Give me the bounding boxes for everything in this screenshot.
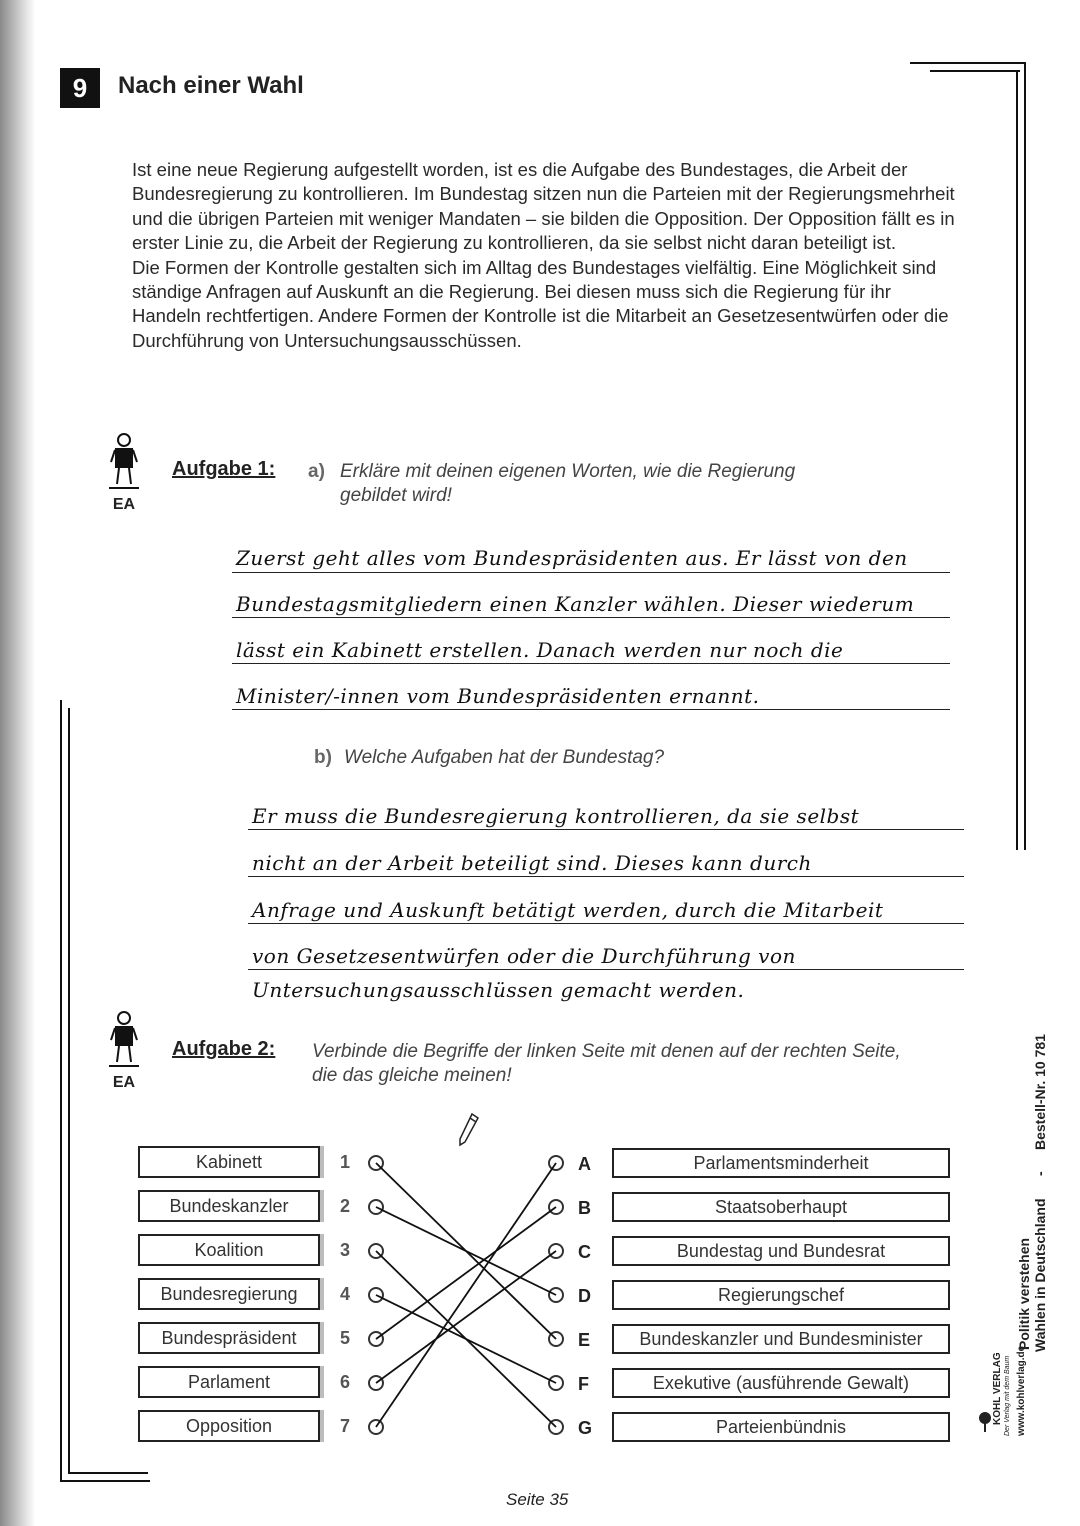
task1-a-question: Erkläre mit deinen eigenen Worten, wie die Regierung gebildet wird!	[340, 461, 796, 506]
task1-b-question: Welche Aufgaben hat der Bundestag?	[344, 747, 665, 768]
term-bundestag-bundesrat: Bundestag und Bundesrat	[612, 1236, 950, 1266]
task2-instruction: Verbinde die Begriffe der linken Seite mit denen auf der rechten Seite, die das gleiche meinen!	[312, 1041, 901, 1086]
term-number: 6	[340, 1372, 351, 1392]
connection-line-5-B	[376, 1207, 556, 1339]
publisher-url: www.kohlverlag.de	[1016, 1345, 1027, 1436]
ea-label: EA	[112, 496, 136, 513]
term-letter: B	[578, 1198, 591, 1218]
term-staatsoberhaupt: Staatsoberhaupt	[612, 1192, 950, 1222]
task1-a-marker-text: a)	[308, 461, 325, 482]
chapter-number: 9	[60, 68, 100, 108]
answer-b-line: Er muss die Bundesregierung kontrollieren, da sie selbst	[252, 804, 860, 828]
term-bundespraesident: Bundespräsident	[138, 1322, 320, 1354]
tree-logo-icon	[978, 1410, 992, 1434]
order-number: Bestell-Nr. 10 781	[1032, 1034, 1048, 1150]
term-letter: F	[578, 1374, 589, 1394]
answer-b-line: Untersuchungsausschlüssen gemacht werden.	[252, 978, 745, 1002]
term-number: 1	[340, 1152, 351, 1172]
term-letter: C	[578, 1242, 591, 1262]
answer-a-line: Minister/-innen vom Bundespräsidenten ernannt.	[236, 684, 760, 708]
connection-line-7-A	[376, 1163, 556, 1427]
term-koalition: Koalition	[138, 1234, 320, 1266]
term-opposition: Opposition	[138, 1410, 320, 1442]
answer-b-line: von Gesetzesentwürfen oder die Durchführung von	[252, 944, 796, 968]
task2-label: Aufgabe 2:	[172, 1038, 276, 1060]
term-regierungschef: Regierungschef	[612, 1280, 950, 1310]
term-number: 4	[340, 1284, 351, 1304]
page-number: Seite 35	[506, 1490, 569, 1509]
term-letter: D	[578, 1286, 591, 1306]
answer-b-line: Anfrage und Auskunft betätigt werden, durch die Mitarbeit	[252, 898, 884, 922]
term-number: 2	[340, 1196, 351, 1216]
term-bundesregierung: Bundesregierung	[138, 1278, 320, 1310]
answer-a-line: Zuerst geht alles vom Bundespräsidenten aus. Er lässt von den	[236, 546, 908, 570]
term-number: 7	[340, 1416, 351, 1436]
publisher-name: KOHL VERLAG	[992, 1352, 1003, 1425]
task1-label: Aufgabe 1:	[172, 458, 276, 480]
term-bundeskanzler: Bundeskanzler	[138, 1190, 320, 1222]
task1-b-marker-text: b)	[314, 747, 332, 768]
connection-line-4-F	[376, 1295, 556, 1383]
connection-line-2-D	[376, 1207, 556, 1295]
ea-label: EA	[112, 1074, 136, 1091]
term-letter: A	[578, 1154, 591, 1174]
term-parlamentsminderheit: Parlamentsminderheit	[612, 1148, 950, 1178]
term-number: 5	[340, 1328, 351, 1348]
term-parteienbuendnis: Parteienbündnis	[612, 1412, 950, 1442]
term-kabinett: Kabinett	[138, 1146, 320, 1178]
series-title: Politik verstehen	[1016, 1237, 1032, 1350]
term-kanzler-minister: Bundeskanzler und Bundesminister	[612, 1324, 950, 1354]
term-letter: E	[578, 1330, 591, 1350]
term-exekutive: Exekutive (ausführende Gewalt)	[612, 1368, 950, 1398]
book-title: Wahlen in Deutschland	[1032, 1198, 1048, 1352]
intro-paragraph: Ist eine neue Regierung aufgestellt worden, ist es die Aufgabe des Bundestages, die Arbeit der Bundesregierung zu kontrollieren. Im Bundestag sitzen nun die Parteien mit der Regierungsmehrheit und die übrigen Parteien mit weniger Mandaten – sie bilden die Opposition. Der Opposition fällt es in erster Linie zu, die Arbeit der Regierung zu kontrollieren, da sie selbst nicht daran beteiligt ist.	[132, 159, 955, 254]
term-parlament: Parlament	[138, 1366, 320, 1398]
publisher-slogan: Der Verlag mit dem Baum	[1004, 1355, 1011, 1436]
term-number: 3	[340, 1240, 351, 1260]
sidebar-separator: -	[1032, 1171, 1048, 1176]
chapter-title: Nach einer Wahl	[118, 72, 304, 99]
answer-a-line: Bundestagsmitgliedern einen Kanzler wählen. Dieser wiederum	[236, 592, 915, 616]
answer-a-line: lässt ein Kabinett erstellen. Danach werden nur noch die	[236, 638, 844, 662]
term-letter: G	[578, 1418, 593, 1438]
answer-b-line: nicht an der Arbeit beteiligt sind. Dieses kann durch	[252, 851, 812, 875]
intro-paragraph: Die Formen der Kontrolle gestalten sich im Alltag des Bundestages vielfältig. Eine Möglichkeit sind ständige Anfragen auf Auskunft an die Regierung. Bei diesen muss sich die Regierung für ihr Handeln rechtfertigen. Andere Formen der Kontrolle ist die Mitarbeit an Gesetzesentwürfen oder die Durchführung von Untersuchungsausschüssen.	[132, 256, 949, 351]
connection-line-6-C	[376, 1251, 556, 1383]
